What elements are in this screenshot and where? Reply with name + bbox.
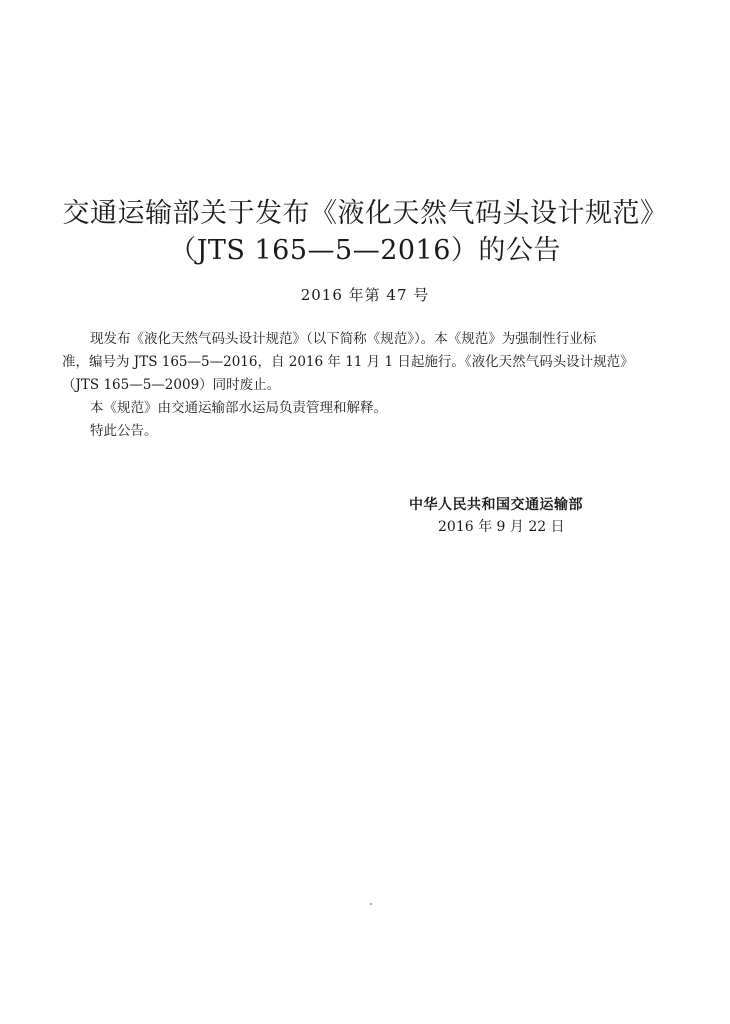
document-number: 2016 年第 47 号 xyxy=(300,286,430,304)
issuing-authority: 中华人民共和国交通运输部 xyxy=(409,497,583,513)
body-line-4: 本《规范》由交通运输部水运局负责管理和解释。 xyxy=(90,400,387,416)
body-line-1: 现发布《液化天然气码头设计规范》（以下简称《规范》）。本《规范》为强制性行业标 xyxy=(90,331,597,347)
scan-speck xyxy=(370,903,372,905)
body-line-5: 特此公告。 xyxy=(90,423,158,439)
announcement-title-line-2: （JTS 165—5—2016）的公告 xyxy=(169,235,561,266)
body-line-2: 准，编号为 JTS 165—5—2016，自 2016 年 11 月 1 日起施行。《液化天然气码头设计规范》 xyxy=(62,354,634,370)
announcement-title-line-1: 交通运输部关于发布《液化天然气码头设计规范》 xyxy=(62,198,668,229)
body-line-3: （JTS 165—5—2009）同时废止。 xyxy=(62,377,281,393)
issue-date: 2016 年 9 月 22 日 xyxy=(438,519,565,535)
